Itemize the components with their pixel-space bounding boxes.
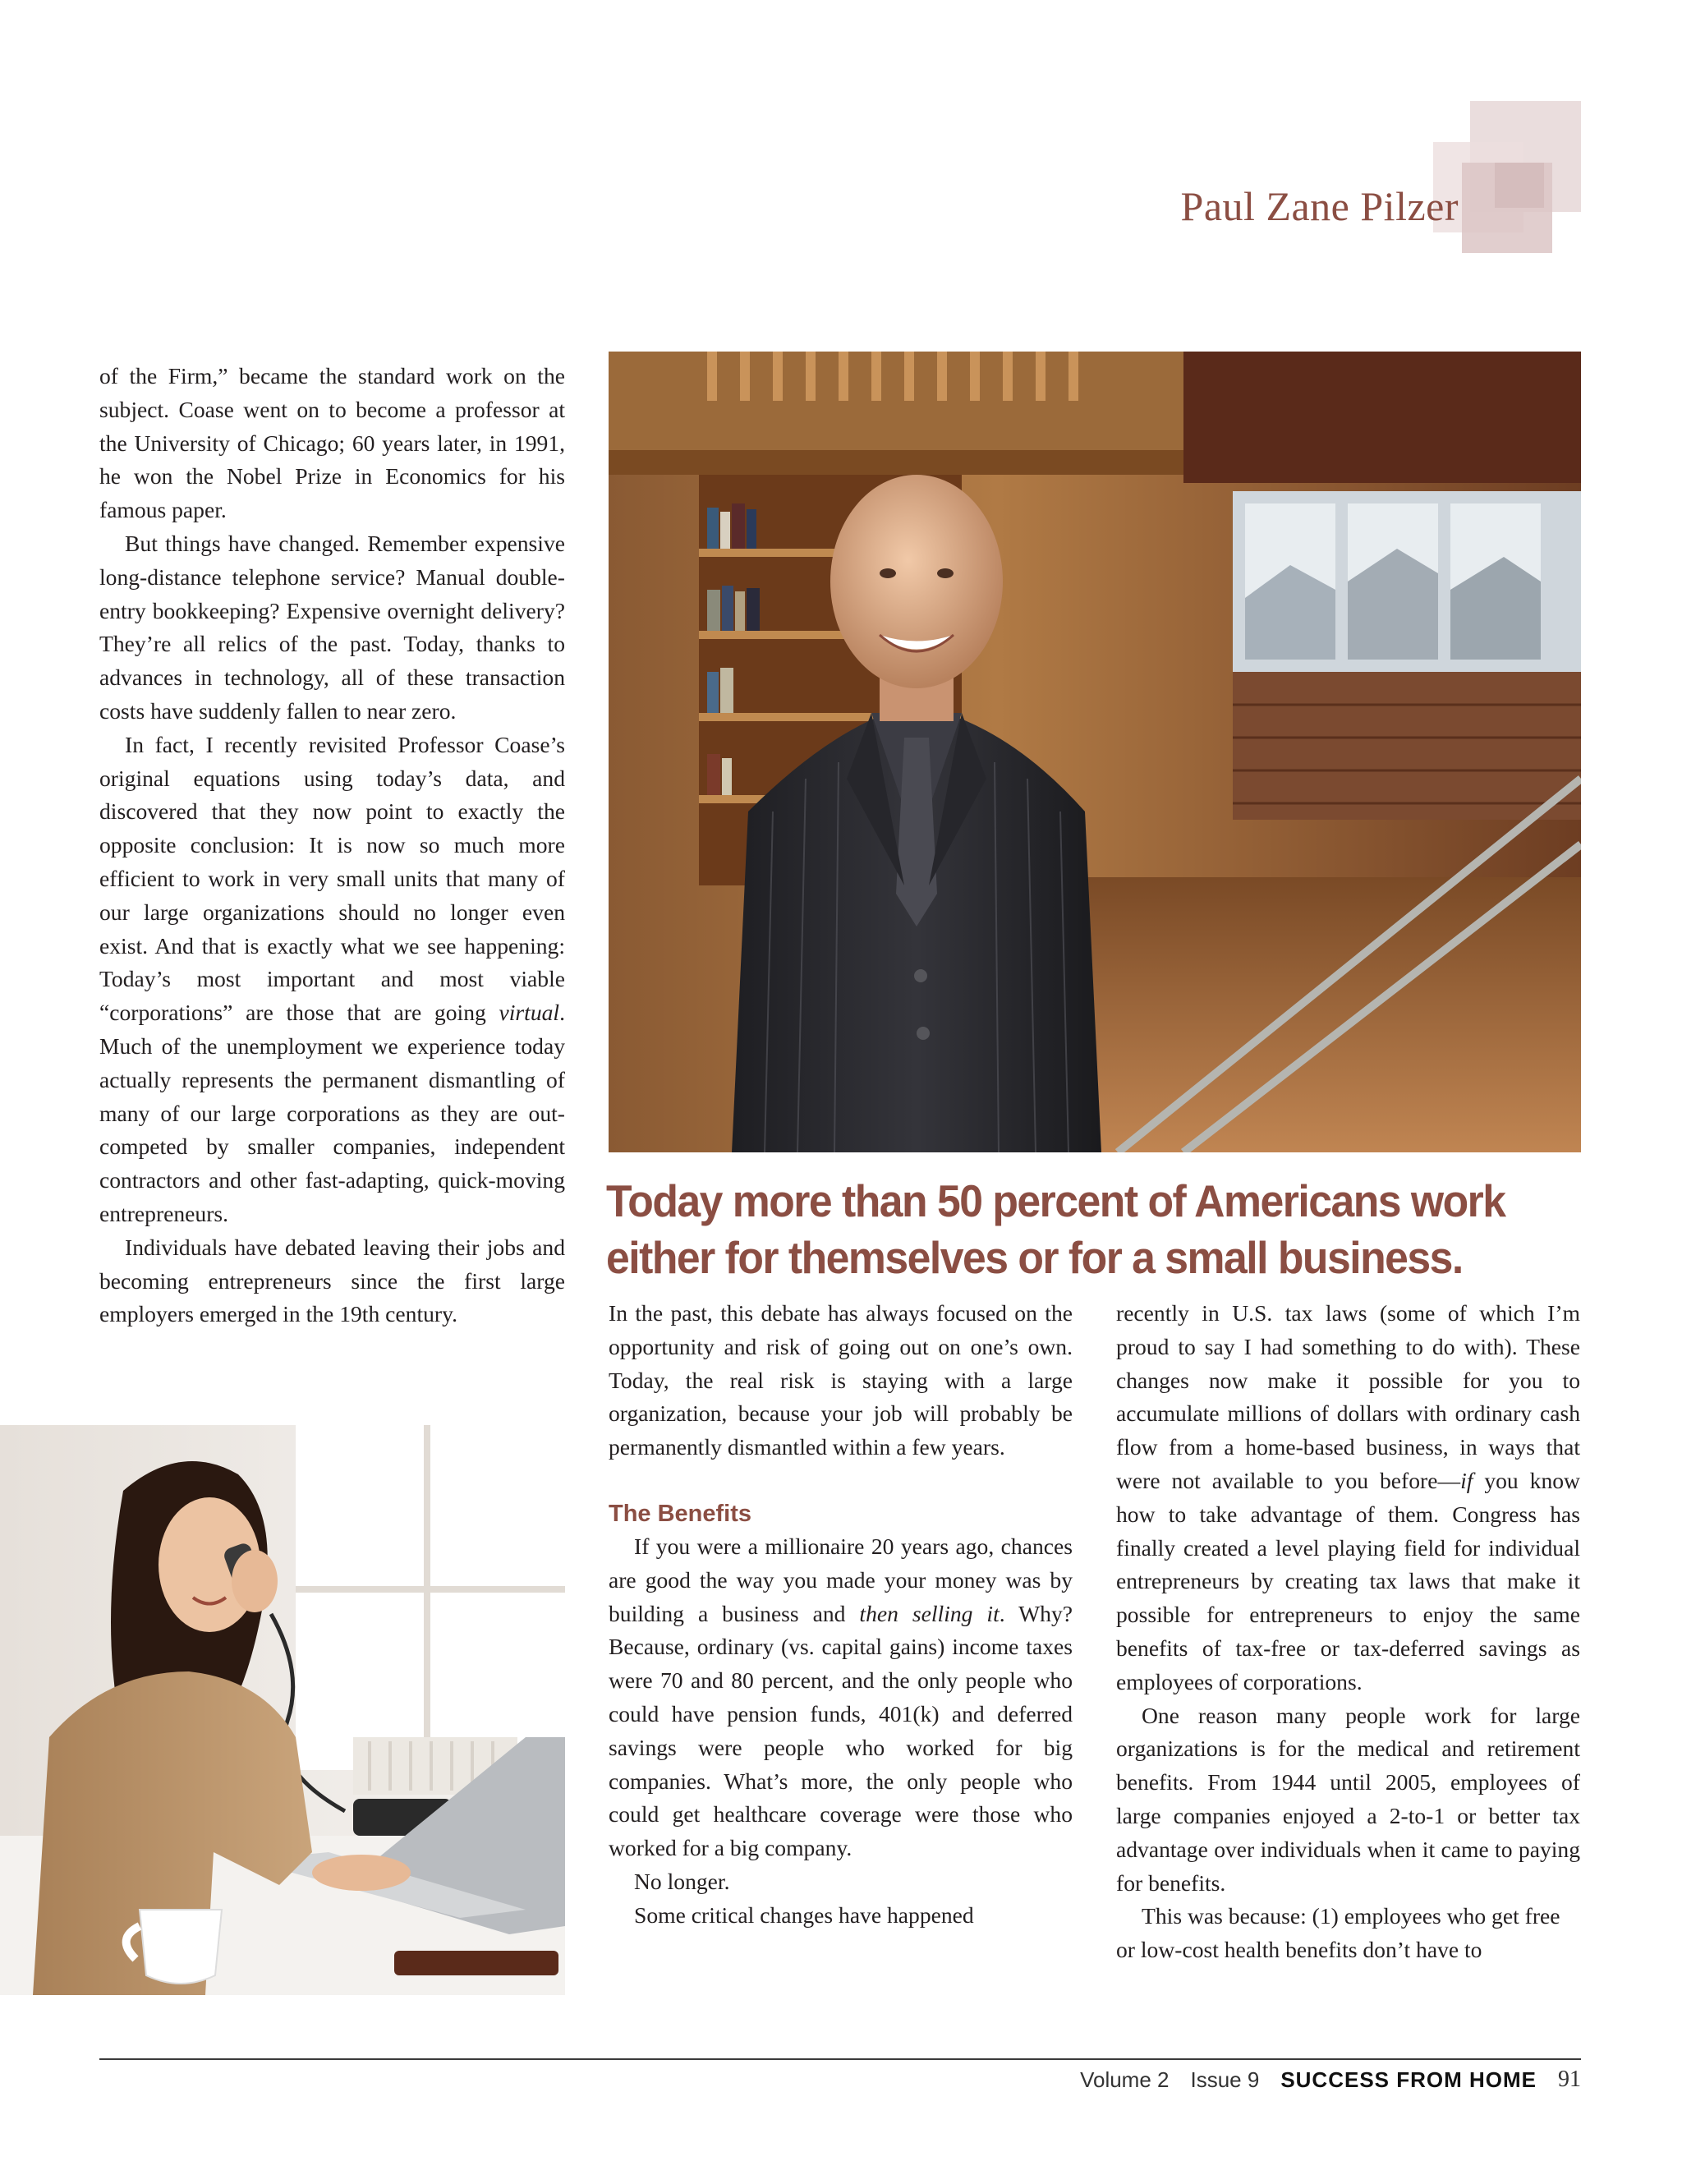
paragraph: One reason many people work for large organizations is for the medical and retirement benefits. From 1944 until 2005, employees of large companies enjoyed a 2-to-1 or better tax advantage over individuals when it came to paying for benefits. — [1116, 1702, 1580, 1896]
magazine-name: SUCCESS FROM HOME — [1280, 2067, 1537, 2092]
volume-label: Volume 2 — [1080, 2067, 1170, 2092]
paragraph: But things have changed. Remember expensive long-distance telephone service? Manual double-entry bookkeeping? Expensive overnight delivery? They’re all relics of the past. Today, thanks to advances in technology, all of these transaction costs have suddenly fallen to near zero. — [99, 530, 565, 724]
paragraph: No longer. — [634, 1868, 730, 1894]
section-heading: The Benefits — [609, 1500, 752, 1527]
paragraph: In the past, this debate has always focused on the opportunity and risk of going out on one’s own. Today, the real risk is staying with a large organization, because your job will probably be permanently dismantled within a few years. — [609, 1300, 1073, 1460]
woman-on-phone-photo — [0, 1425, 565, 1995]
paragraph: Some critical changes have happened — [634, 1901, 974, 1928]
left-text-column — [99, 360, 565, 1331]
portrait-photo — [609, 352, 1581, 1152]
paragraph: In fact, I recently revisited Professor Coase’s original equations using today’s data, and discovered that they now point to exactly the opposite conclusion: It is now so much more efficient to work in very small units that many of our large organizations should no longer even exist. And that is exactly what we see happening: Today’s most important and most viable “corporations” are those that are going virtual. Much of the unemployment we experience today actually represents the permanent dismantling of many of our large corporations as they are out-competed by smaller companies, independent contractors and other fast-adapting, quick-moving entrepreneurs. — [99, 731, 565, 1226]
decorative-squares — [1429, 97, 1626, 261]
paragraph: of the Firm,” became the standard work on the subject. Coase went on to become a professor at the University of Chicago; 60 years later, in 1991, he won the Nobel Prize in Economics for his famous paper. — [99, 363, 565, 523]
pull-quote: Today more than 50 percent of Americans work either for themselves or for a small business. — [606, 1175, 1505, 1283]
paragraph: recently in U.S. tax laws (some of which I’m proud to say I had something to do with). These changes now make it possible for you to accumulate millions of dollars with ordinary cash flow from a home-based business, in ways that were not available to you before—if you know how to take advantage of them. Congress has finally created a level playing field for individual entrepreneurs by creating tax laws that make it possible for entrepreneurs to enjoy the same benefits of tax-free or tax-deferred savings as employees of corporations. — [1116, 1300, 1580, 1694]
page-footer — [1080, 2063, 1581, 2096]
right-text-column — [1116, 1297, 1580, 1967]
page-number: 91 — [1558, 2067, 1581, 2092]
middle-text-column — [609, 1297, 1073, 1933]
issue-label: Issue 9 — [1190, 2067, 1260, 2092]
paragraph: Individuals have debated leaving their jobs and becoming entrepreneurs since the first large employers emerged in the 19th century. — [99, 1234, 565, 1327]
author-name: Paul Zane Pilzer — [1180, 183, 1459, 229]
paragraph: This was because: (1) employees who get free or low-cost health benefits don’t have to — [1116, 1903, 1560, 1963]
footer-rule — [99, 2058, 1581, 2060]
paragraph: If you were a millionaire 20 years ago, chances are good the way you made your money was by building a business and then selling it. Why? Because, ordinary (vs. capital gains) income taxes were 70 and 80 percent, and the only people who could have pension funds, 401(k) and deferred savings were people who worked for big companies. What’s more, the only people who could get healthcare coverage were those who worked for a big company. — [609, 1533, 1073, 1861]
